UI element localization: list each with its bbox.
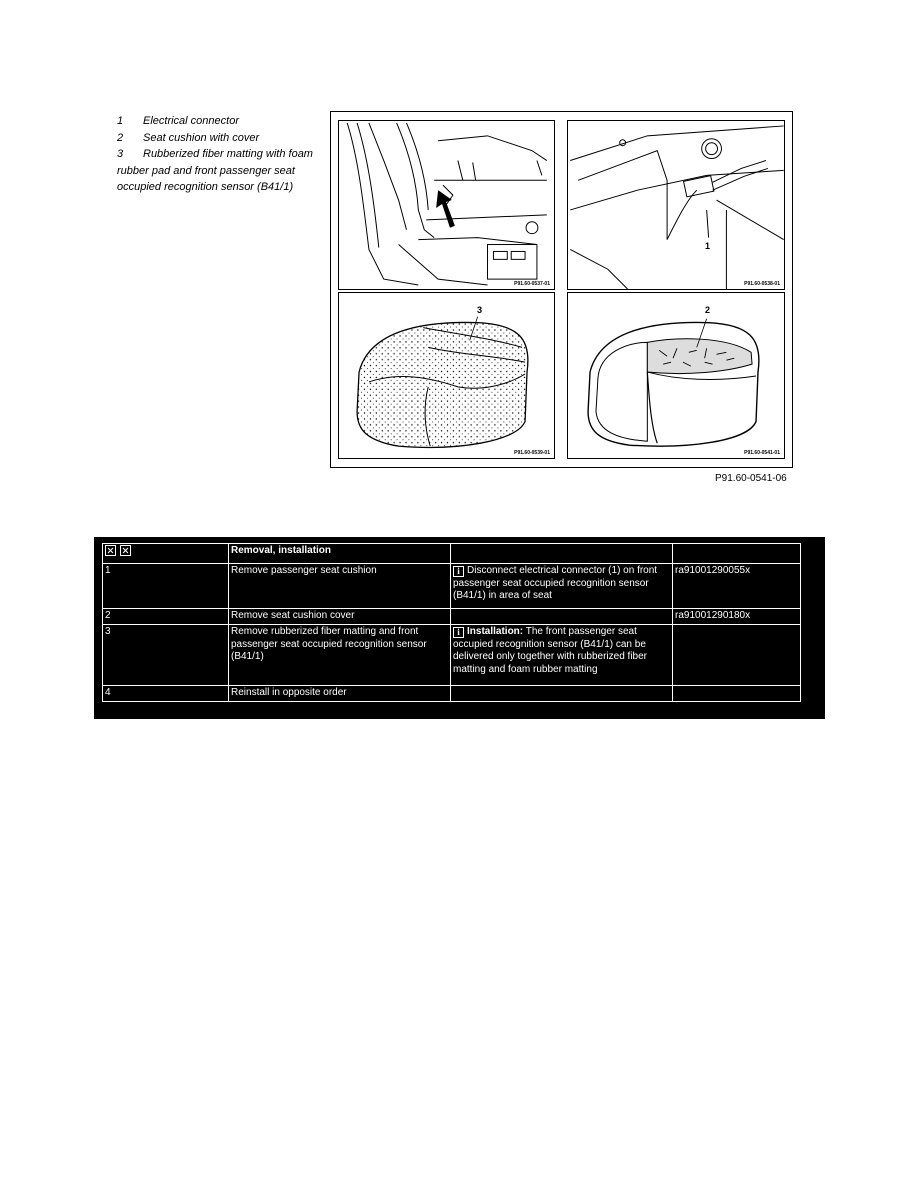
legend-number: 2 [117, 131, 124, 144]
figure-caption: P91.60-0541-06 [715, 473, 787, 484]
step-note: The front passenger seat occupied recognition sensor (B41/1) can be delivered only together with rubberized fiber matting and foam rubber matting [453, 626, 647, 675]
table-row [103, 609, 801, 625]
step-note-cell [451, 625, 673, 686]
cross-box-icon [120, 545, 131, 556]
legend-item [117, 130, 322, 147]
step-note-cell [451, 564, 673, 609]
header-title: Removal, installation [229, 544, 451, 564]
procedure-table-frame [94, 537, 825, 719]
callout-label: 2 [705, 305, 711, 315]
seat-cushion-drawing [568, 293, 784, 458]
panel-seat-interior [338, 120, 555, 290]
legend [117, 113, 322, 196]
step-number: 3 [103, 625, 229, 686]
step-note [451, 686, 673, 702]
illustration-figure [330, 111, 793, 468]
step-reference [673, 686, 801, 702]
seat-interior-drawing [339, 121, 554, 289]
header-empty-cell [451, 544, 673, 564]
info-icon: i [453, 627, 464, 638]
callout-label: 3 [477, 305, 483, 315]
info-icon: i [453, 566, 464, 577]
panel-foam-pad [338, 292, 555, 459]
panel-code: P91.60-0539-01 [514, 450, 550, 456]
step-note: Disconnect electrical connector (1) on front passenger seat occupied recognition sensor (B41/1) in area of seat [453, 565, 658, 601]
legend-number: 1 [117, 115, 124, 127]
step-reference: ra91001290055x [673, 564, 801, 609]
cross-box-icon [105, 545, 116, 556]
step-number: 4 [103, 686, 229, 702]
panel-code: P91.60-0538-01 [744, 281, 780, 287]
panel-connector-detail [567, 120, 785, 290]
step-reference [673, 625, 801, 686]
table-row [103, 625, 801, 686]
table-row [103, 564, 801, 609]
legend-item [117, 113, 322, 130]
step-note [451, 609, 673, 625]
step-note-label: Installation: [467, 626, 524, 637]
step-reference: ra91001290180x [673, 609, 801, 625]
step-number: 1 [103, 564, 229, 609]
legend-text-continued: rubber pad and front passenger seat occupied recognition sensor (B41/1) [117, 164, 295, 193]
table-header-row [103, 544, 801, 564]
panel-seat-cushion [567, 292, 785, 459]
table-row [103, 686, 801, 702]
header-empty-cell [673, 544, 801, 564]
legend-number: 3 [117, 148, 124, 160]
legend-text: Seat cushion with cover [143, 131, 260, 144]
step-number: 2 [103, 609, 229, 625]
header-icons-cell [103, 544, 229, 564]
step-action: Remove passenger seat cushion [229, 564, 451, 609]
panel-code: P91.60-0541-01 [744, 450, 780, 456]
foam-pad-drawing [339, 293, 554, 458]
legend-text: Electrical connector [143, 115, 239, 127]
procedure-table [102, 543, 801, 702]
legend-item [117, 146, 322, 163]
step-action: Remove rubberized fiber matting and front passenger seat occupied recognition sensor (B41/1) [229, 625, 451, 686]
panel-code: P91.60-0537-01 [514, 281, 550, 287]
connector-detail-drawing [568, 121, 784, 289]
legend-text: Rubberized fiber matting with foam [143, 148, 313, 160]
step-action: Remove seat cushion cover [229, 609, 451, 625]
callout-label: 1 [705, 241, 711, 251]
step-action: Reinstall in opposite order [229, 686, 451, 702]
